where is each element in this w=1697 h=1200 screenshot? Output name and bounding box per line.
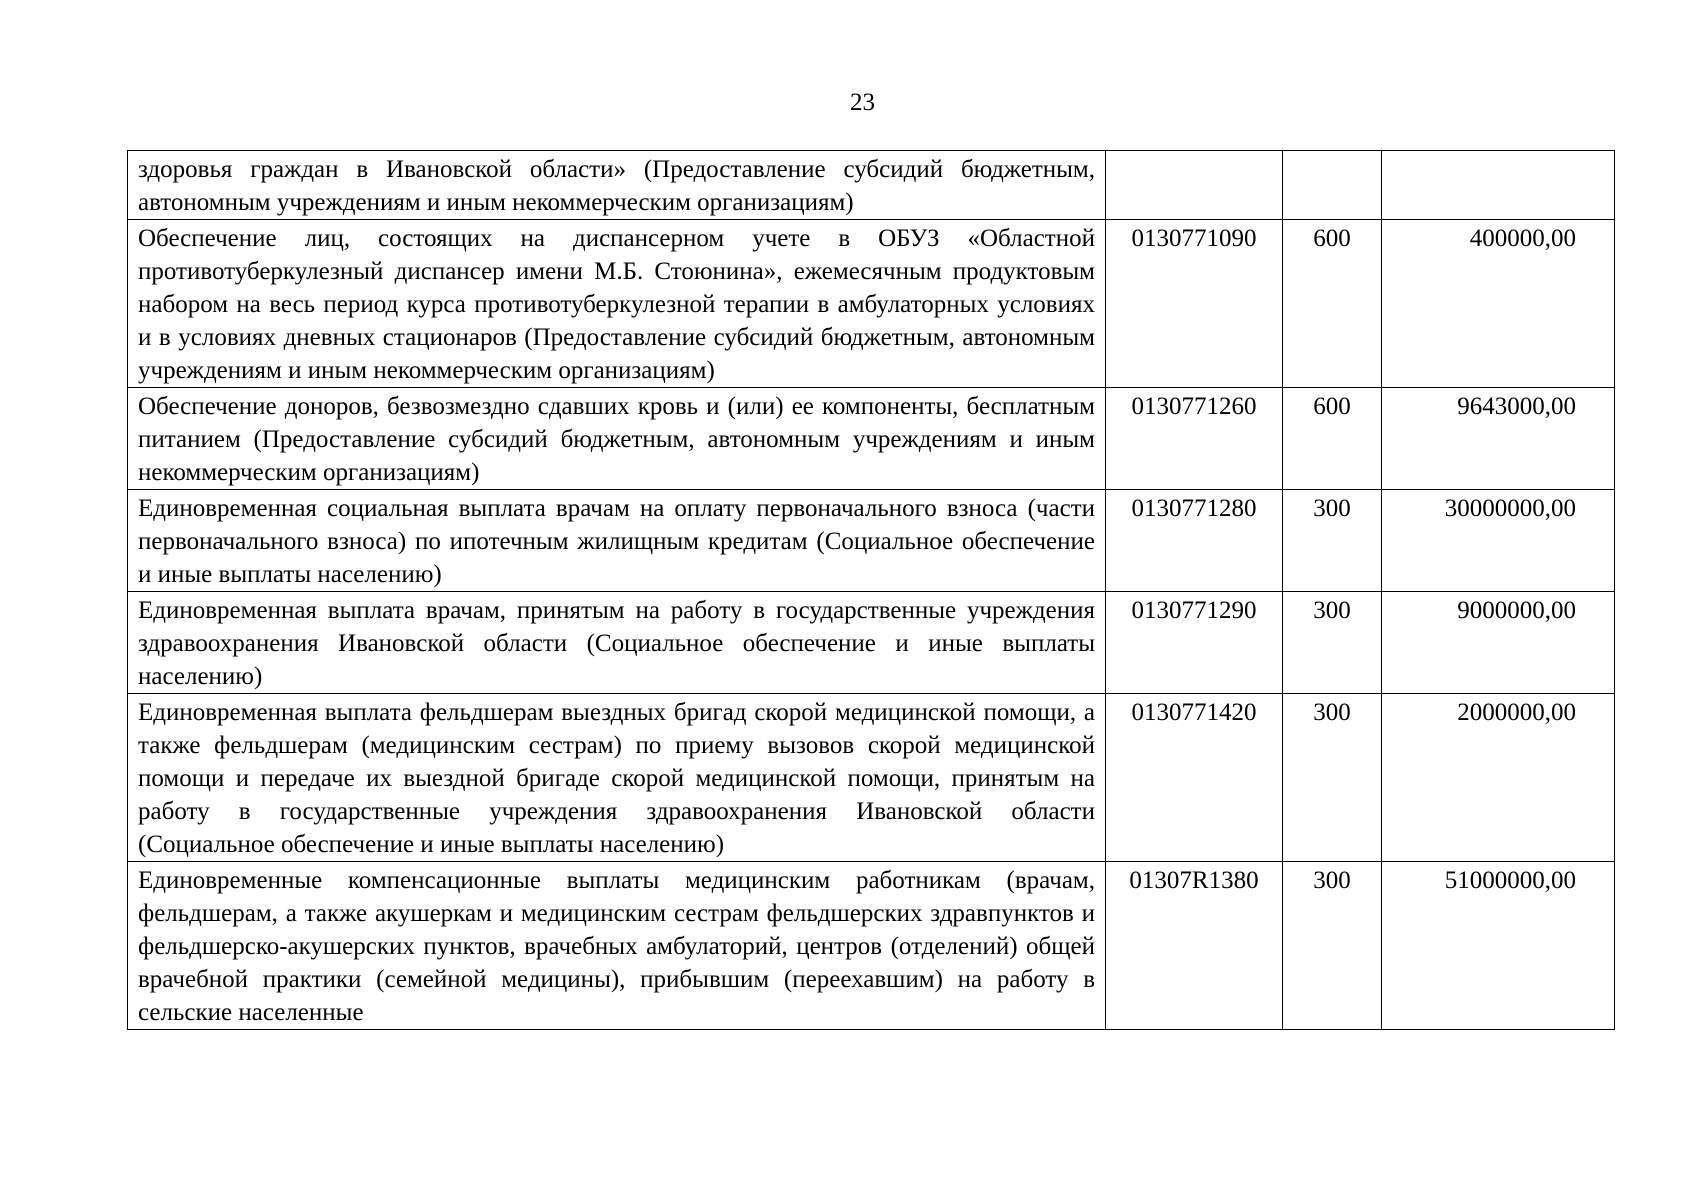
page-number: 23: [850, 89, 875, 116]
row-target-code: 0130771090: [1106, 220, 1283, 388]
row-amount: 9000000,00: [1382, 592, 1615, 694]
row-amount: [1382, 151, 1615, 220]
table-row: [128, 862, 1615, 1030]
row-target-code: 0130771280: [1106, 490, 1283, 592]
row-target-code: 0130771290: [1106, 592, 1283, 694]
row-amount: 400000,00: [1382, 220, 1615, 388]
budget-table: [127, 150, 1615, 1030]
row-target-code: 0130771260: [1106, 388, 1283, 490]
row-expense-type: 300: [1283, 490, 1382, 592]
row-expense-type: 600: [1283, 220, 1382, 388]
row-amount: 9643000,00: [1382, 388, 1615, 490]
table-row: [128, 388, 1615, 490]
row-description: Обеспечение доноров, безвозмездно сдавших кровь и (или) ее компоненты, бесплатным питанием (Предоставление субсидий бюджетным, автономным учреждениям и иным некоммерческим организациям): [128, 388, 1106, 490]
row-expense-type: 300: [1283, 694, 1382, 862]
table-row: [128, 151, 1615, 220]
row-amount: 30000000,00: [1382, 490, 1615, 592]
row-expense-type: 300: [1283, 862, 1382, 1030]
table-row: [128, 220, 1615, 388]
row-description: Единовременная выплата фельдшерам выездных бригад скорой медицинской помощи, а также фельдшерам (медицинским сестрам) по приему вызовов скорой медицинской помощи и передаче их выездной бригаде скорой медицинской помощи, принятым на работу в государственные учреждения здравоохранения Ивановской области (Социальное обеспечение и иные выплаты населению): [128, 694, 1106, 862]
row-target-code: 0130771420: [1106, 694, 1283, 862]
row-description: Единовременная социальная выплата врачам на оплату первоначального взноса (части первоначального взноса) по ипотечным жилищным кредитам (Социальное обеспечение и иные выплаты населению): [128, 490, 1106, 592]
row-expense-type: [1283, 151, 1382, 220]
row-expense-type: 600: [1283, 388, 1382, 490]
table-row: [128, 694, 1615, 862]
table-row: [128, 592, 1615, 694]
row-description: Обеспечение лиц, состоящих на диспансерном учете в ОБУЗ «Областной противотуберкулезный диспансер имени М.Б. Стоюнина», ежемесячным продуктовым набором на весь период курса противотуберкулезной терапии в амбулаторных условиях и в условиях дневных стационаров (Предоставление субсидий бюджетным, автономным учреждениям и иным некоммерческим организациям): [128, 220, 1106, 388]
table-row: [128, 490, 1615, 592]
row-target-code: 01307R1380: [1106, 862, 1283, 1030]
row-amount: 2000000,00: [1382, 694, 1615, 862]
row-expense-type: 300: [1283, 592, 1382, 694]
row-amount: 51000000,00: [1382, 862, 1615, 1030]
row-description: Единовременная выплата врачам, принятым на работу в государственные учреждения здравоохранения Ивановской области (Социальное обеспечение и иные выплаты населению): [128, 592, 1106, 694]
row-description: Единовременные компенсационные выплаты медицинским работникам (врачам, фельдшерам, а также акушеркам и медицинским сестрам фельдшерских здравпунктов и фельдшерско-акушерских пунктов, врачебных амбулаторий, центров (отделений) общей врачебной практики (семейной медицины), прибывшим (переехавшим) на работу в сельские населенные: [128, 862, 1106, 1030]
row-target-code: [1106, 151, 1283, 220]
row-description: здоровья граждан в Ивановской области» (Предоставление субсидий бюджетным, автономным учреждениям и иным некоммерческим организациям): [128, 151, 1106, 220]
